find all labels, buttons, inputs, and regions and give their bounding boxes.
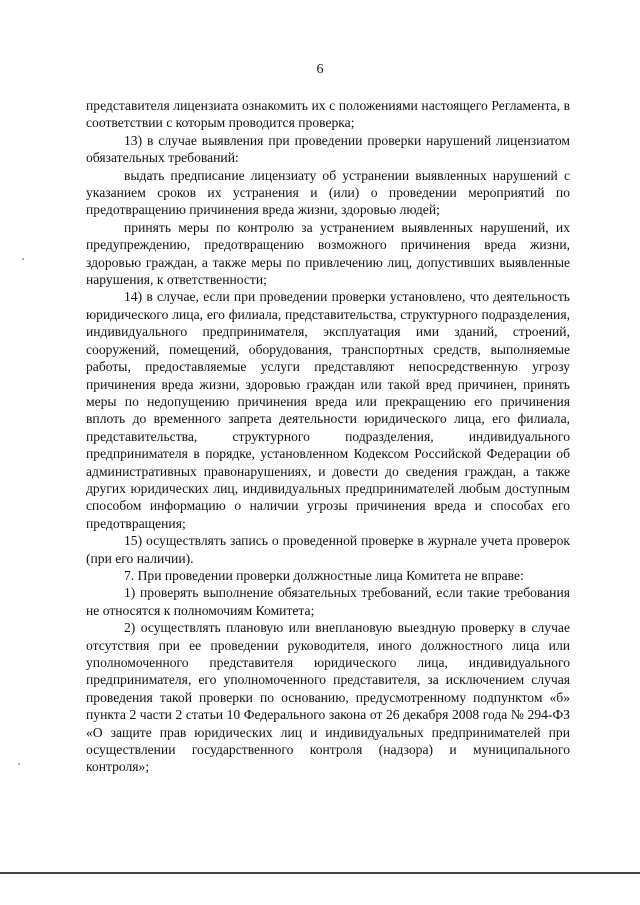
paragraph: 15) осуществлять запись о проведенной проверке в журнале учета проверок (при его наличии).: [86, 533, 570, 566]
scan-speck: [18, 763, 20, 765]
paragraph: представителя лицензиата ознакомить их с положениями настоящего Регламента, в соответствии с которым проводится проверка;: [86, 98, 570, 131]
paragraph: 2) осуществлять плановую или внеплановую выездную проверку в случае отсутствия при ее проведении руководителя, иного должностного лица или уполномоченного представителя юридического лица, индивидуального предпринимателя, его уполномоченного представителя, за исключением случая проведения такой проверки по основанию, предусмотренному подпунктом «б» пункта 2 части 2 статьи 10 Федерального закона от 26 декабря 2008 года № 294-ФЗ «О защите прав юридических лиц и индивидуальных предпринимателей при осуществлении государственного контроля (надзора) и муниципального контроля»;: [86, 620, 570, 775]
paragraph: 13) в случае выявления при проведении проверки нарушений лицензиатом обязательных требований:: [86, 132, 570, 166]
page-number: 6: [316, 62, 324, 77]
paragraph: 14) в случае, если при проведении проверки установлено, что деятельность юридического лица, его филиала, представительства, структурного подразделения, индивидуального предпринимателя, эксплуатация ими зданий, строений, сооружений, помещений, оборудования, транспортных средств, выполняемые работы, предоставляемые услуги представляют непосредственную угрозу причинения вреда жизни, здоровью граждан или такой вред причинен, принять меры по недопущению причинения вреда или прекращению его причинения вплоть до временного запрета деятельности юридического лица, его филиала, представительства, структурного подразделения, индивидуального предпринимателя в порядке, установленном Кодексом Российской Федерации об административных правонарушениях, и довести до сведения граждан, а также других юридических лиц, индивидуальных предпринимателей любым доступным способом информацию о наличии угрозы причинения вреда и способах его предотвращения;: [86, 289, 570, 531]
paragraph: 1) проверять выполнение обязательных требований, если такие требования не относятся к полномочиям Комитета;: [86, 585, 570, 618]
scan-edge-line: [0, 872, 640, 874]
paragraph: принять меры по контролю за устранением выявленных нарушений, их предупреждению, предотвращению возможного причинения вреда жизни, здоровью граждан, а также меры по привлечению лиц, допустивших выявленные нарушения, к ответственности;: [86, 219, 570, 288]
paragraph: выдать предписание лицензиату об устранении выявленных нарушений с указанием сроков их устранения и (или) о проведении мероприятий по предотвращению причинения вреда жизни, здоровью людей;: [86, 167, 570, 218]
scan-speck: [22, 258, 24, 260]
paragraph: 7. При проведении проверки должностные лица Комитета не вправе:: [124, 567, 524, 583]
document-body: [86, 97, 570, 776]
